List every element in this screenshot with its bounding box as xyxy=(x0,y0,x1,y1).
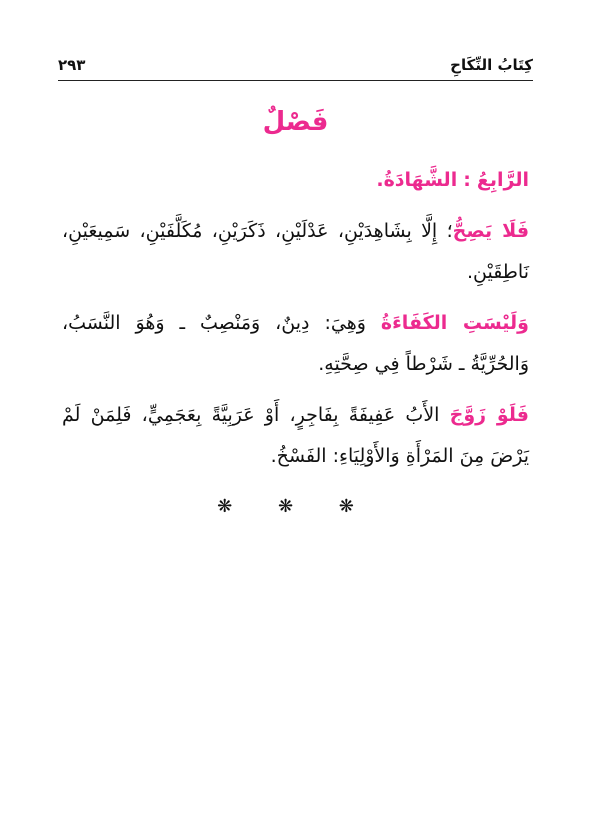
body-text xyxy=(62,160,529,487)
paragraph-lead: وَلَيْسَتِ الكَفَاءَةُ xyxy=(380,312,529,334)
paragraph-text: ؛ إِلَّا بِشَاهِدَيْنِ، عَدْلَيْنِ، ذَكَرَيْنِ، مُكَلَّفَيْنِ، سَمِيعَيْنِ، نَاطِقَيْنِ. xyxy=(62,220,529,283)
paragraph-lead-secondary: الشَّهَادَةُ. xyxy=(376,169,458,191)
paragraph-text: الأَبُ عَفِيفَةً بِفَاجِرٍ، أَوْ عَرَبِيَّةً بِعَجَمِيٍّ، فَلِمَنْ لَمْ يَرْضَ مِنَ المَرْأَةِ وَالأَوْلِيَاءِ: الفَسْخُ. xyxy=(62,404,529,467)
paragraph-witness-conditions xyxy=(62,211,529,293)
page-number: ٢٩٣ xyxy=(58,56,86,74)
section-heading: فَصْلٌ xyxy=(262,107,329,137)
chapter-title: كِتَابُ النِّكَاحِ xyxy=(450,56,533,74)
paragraph-annulment xyxy=(62,395,529,477)
paragraph-text: وَهِيَ: دِينٌ، وَمَنْصِبٌ ـ وَهُوَ النَّسَبُ، وَالحُرِّيَّةُ ـ شَرْطاً فِي صِحَّتِهِ. xyxy=(62,312,529,375)
paragraph-witnessing xyxy=(62,160,529,201)
section-divider: ❋ ❋ ❋ xyxy=(217,496,374,517)
paragraph-separator: : xyxy=(463,169,471,191)
paragraph-lead: الرَّابِعُ xyxy=(476,169,529,191)
paragraph-lead: فَلَوْ زَوَّجَ xyxy=(449,404,529,426)
paragraph-lead: فَلَا يَصِحُّ xyxy=(452,220,530,242)
paragraph-compatibility xyxy=(62,303,529,385)
running-header xyxy=(58,52,533,81)
